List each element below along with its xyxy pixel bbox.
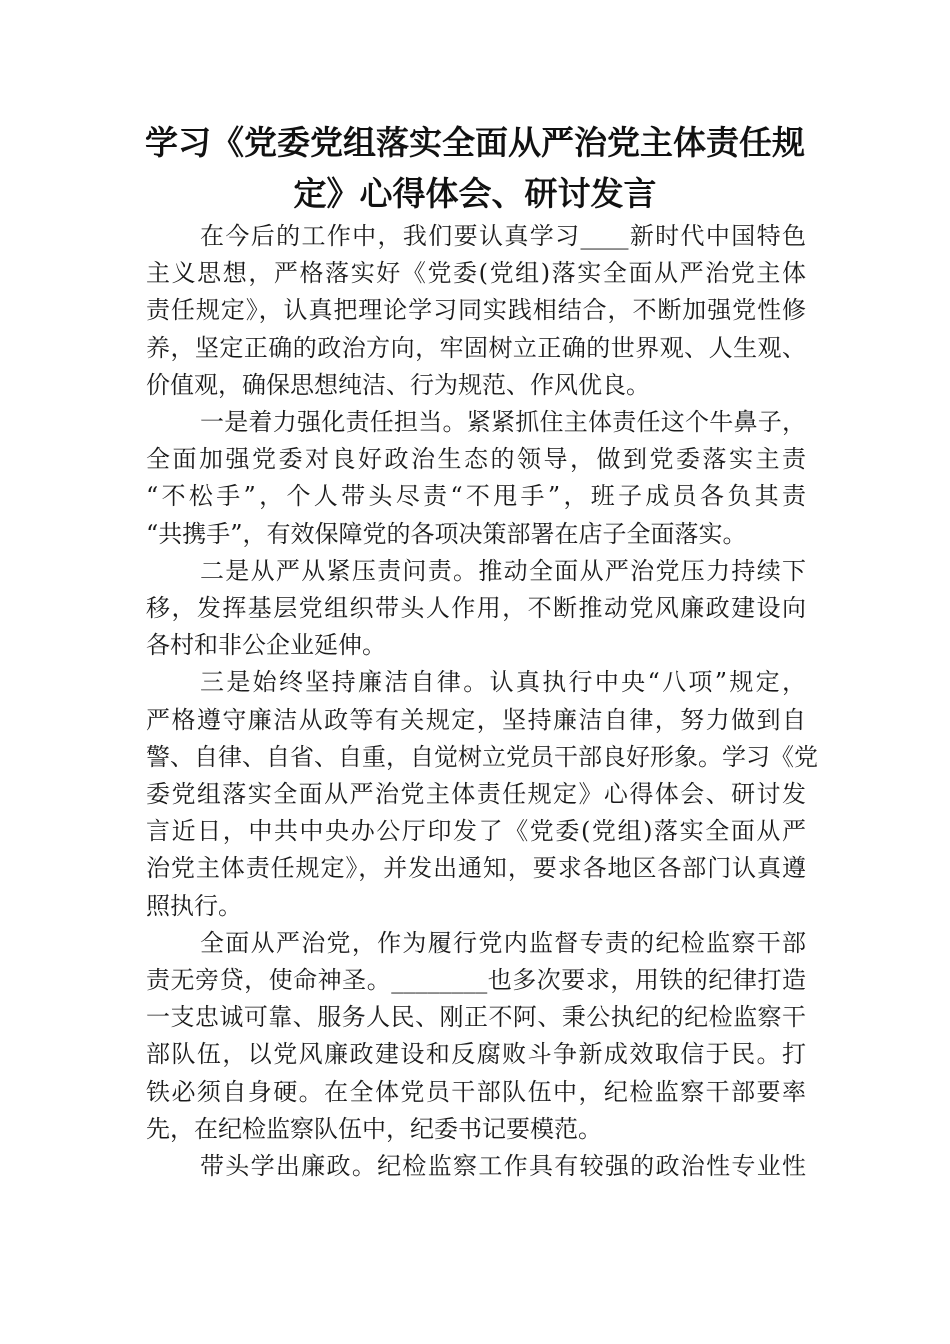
paragraph — [146, 553, 806, 665]
text-line: 责无旁贷，使命神圣。________也多次要求，用铁的纪律打造 — [146, 966, 806, 995]
text-line: 部队伍，以党风廉政建设和反腐败斗争新成效取信于民。打 — [146, 1040, 806, 1069]
text-line: 铁必须自身硬。在全体党员干部队伍中，纪检监察干部要率 — [146, 1077, 806, 1106]
text-line: “共携手”，有效保障党的各项决策部署在店子全面落实。 — [146, 519, 747, 548]
paragraph — [146, 1148, 806, 1185]
text-line: 二是从严从紧压责问责。推动全面从严治党压力持续下 — [200, 556, 806, 585]
text-line: 言近日，中共中央办公厅印发了《党委(党组)落实全面从严 — [146, 817, 806, 846]
paragraph — [146, 925, 806, 1148]
text-line: 一是着力强化责任担当。紧紧抓住主体责任这个牛鼻子， — [200, 408, 806, 437]
paragraph — [146, 664, 818, 924]
paragraph — [146, 404, 806, 553]
text-line: 一支忠诚可靠、服务人民、刚正不阿、秉公执纪的纪检监察干 — [146, 1003, 806, 1032]
text-line: 在今后的工作中，我们要认真学习____新时代中国特色 — [200, 222, 806, 250]
text-line: 移，发挥基层党组织带头人作用，不断推动党风廉政建设向 — [146, 594, 806, 623]
text-line: 价值观，确保思想纯洁、行为规范、作风优良。 — [146, 370, 650, 399]
paragraph — [146, 218, 806, 404]
text-line: 全面加强党委对良好政治生态的领导，做到党委落实主责 — [146, 445, 806, 474]
text-line: 照执行。 — [146, 891, 242, 920]
document-title — [140, 117, 810, 219]
title-line: 学习《党委党组落实全面从严治党主体责任规 — [145, 123, 805, 162]
text-line: 治党主体责任规定》，并发出通知，要求各地区各部门认真遵 — [146, 854, 806, 883]
text-line: 警、自律、自省、自重，自觉树立党员干部良好形象。学习《党 — [146, 742, 818, 771]
text-line: “不松手”，个人带头尽责“不甩手”，班子成员各负其责 — [146, 482, 806, 511]
text-line: 养，坚定正确的政治方向，牢固树立正确的世界观、人生观、 — [146, 333, 806, 362]
document-body — [146, 218, 818, 1185]
title-line: 定》心得体会、研讨发言 — [293, 174, 657, 213]
text-line: 委党组落实全面从严治党主体责任规定》心得体会、研讨发 — [146, 780, 806, 809]
text-line: 全面从严治党，作为履行党内监督专责的纪检监察干部 — [200, 928, 806, 957]
text-line: 三是始终坚持廉洁自律。认真执行中央“八项”规定， — [200, 668, 806, 697]
text-line: 各村和非公企业延伸。 — [146, 631, 386, 660]
text-line: 先，在纪检监察队伍中，纪委书记要模范。 — [146, 1114, 602, 1143]
text-line: 带头学出廉政。纪检监察工作具有较强的政治性专业性 — [200, 1152, 806, 1181]
text-line: 严格遵守廉洁从政等有关规定，坚持廉洁自律，努力做到自 — [146, 705, 806, 734]
text-line: 主义思想，严格落实好《党委(党组)落实全面从严治党主体 — [146, 259, 806, 288]
text-line: 责任规定》，认真把理论学习同实践相结合，不断加强党性修 — [146, 296, 806, 325]
